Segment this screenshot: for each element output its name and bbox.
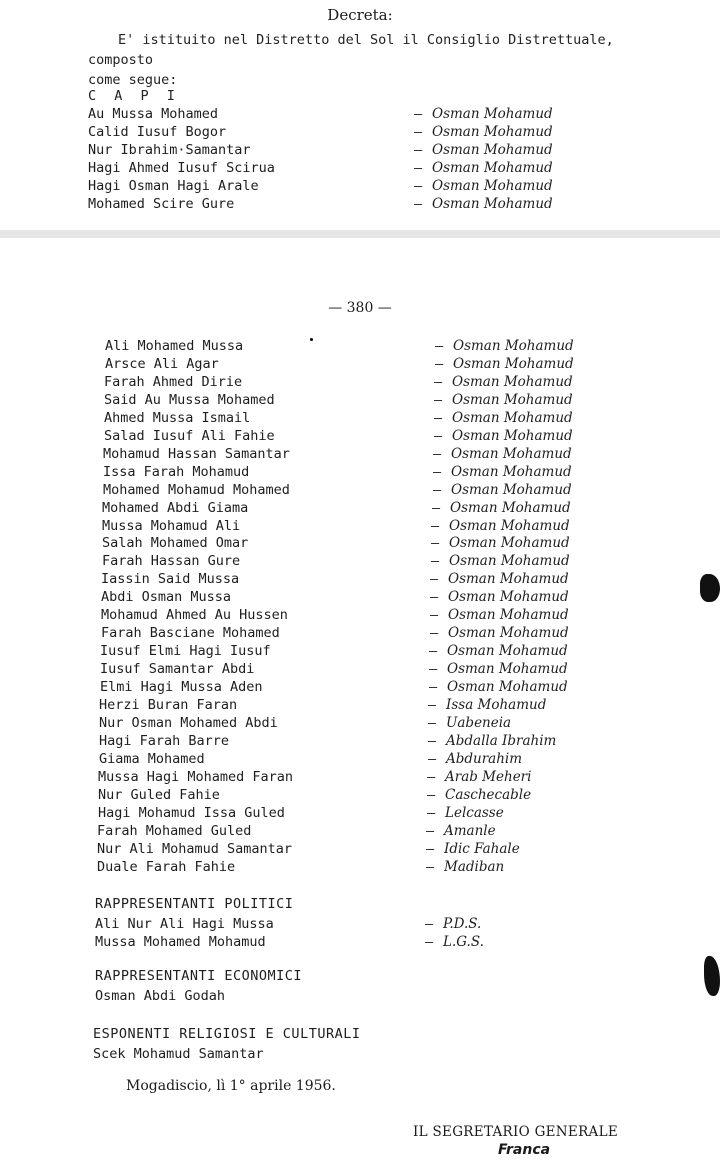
member-row: [104, 374, 720, 392]
member-name: Mussa Mohamud Ali: [102, 517, 241, 534]
member-row: [101, 607, 720, 625]
dash-separator: —: [433, 445, 442, 462]
signatory-name: Abdalla Ibrahim: [446, 732, 557, 749]
dash-separator: —: [427, 786, 436, 803]
signatory-name: Osman Mohamud: [453, 355, 574, 372]
member-row: [103, 482, 720, 500]
member-name: Nur Ali Mohamud Samantar: [97, 840, 293, 857]
signatory-name: Amanle: [444, 822, 496, 839]
signatory-name: Uabeneia: [446, 714, 512, 731]
member-row: [104, 410, 720, 428]
dash-separator: —: [429, 643, 438, 660]
intro-paragraph: [88, 30, 648, 90]
intro-line-1: E' istituito nel Distretto del Sol il Consiglio Distrettuale, composto: [88, 32, 614, 68]
member-row: [102, 500, 720, 518]
signatory-name: Osman Mohamud: [451, 445, 572, 462]
member-name: Nur Ibrahim·Samantar: [88, 142, 251, 158]
secretary-title: IL SEGRETARIO GENERALE: [413, 1124, 619, 1140]
capi-row: [88, 124, 720, 142]
dash-separator: —: [414, 160, 423, 176]
member-name: Mussa Mohamed Mohamud: [95, 934, 266, 950]
member-row: [101, 589, 720, 607]
dash-separator: —: [429, 679, 438, 696]
dash-separator: —: [430, 571, 439, 588]
member-name: Mohamed Mohamud Mohamed: [103, 481, 290, 498]
member-name: Iassin Said Mussa: [101, 571, 240, 588]
member-name: Calid Iusuf Bogor: [88, 124, 227, 140]
member-row: [97, 859, 720, 877]
dash-separator: —: [435, 355, 444, 372]
dash-separator: —: [430, 625, 439, 642]
dash-separator: —: [433, 481, 442, 498]
signatory-name: Arab Meheri: [445, 768, 532, 785]
member-name: Mohamed Abdi Giama: [102, 499, 249, 516]
signatory-name: Issa Mohamud: [446, 697, 547, 713]
ink-blot: [700, 574, 720, 602]
signatory-name: Osman Mohamud: [452, 409, 573, 426]
dash-separator: —: [434, 391, 443, 408]
member-name: Nur Osman Mohamed Abdi: [99, 714, 278, 731]
dash-separator: —: [428, 697, 437, 713]
dash-separator: —: [414, 178, 423, 194]
member-row: [97, 841, 720, 859]
member-name: Hagi Farah Barre: [99, 732, 230, 749]
dash-separator: —: [427, 768, 436, 785]
top-page-fragment: [0, 0, 720, 230]
political-row: [95, 934, 720, 952]
member-name: Herzi Buran Faran: [99, 697, 238, 713]
member-row: [101, 625, 720, 643]
signatory-name: Osman Mohamud: [449, 535, 570, 552]
decreta-heading: Decreta:: [327, 6, 393, 24]
member-name: Mohamud Hassan Samantar: [103, 445, 290, 462]
dash-separator: —: [429, 661, 438, 678]
dash-separator: —: [426, 858, 435, 875]
member-name: Duale Farah Fahie: [97, 858, 236, 875]
dash-separator: —: [428, 732, 437, 749]
signatory-name: Osman Mohamud: [448, 571, 569, 588]
member-row: [99, 697, 720, 715]
member-name: Iusuf Samantar Abdi: [100, 661, 255, 678]
dash-separator: —: [430, 607, 439, 624]
member-row: [102, 553, 720, 571]
member-row: [100, 679, 720, 697]
capi-row: [88, 106, 720, 124]
member-name: Salah Mohamed Omar: [102, 535, 249, 552]
member-row: [101, 571, 720, 589]
dash-separator: —: [428, 750, 437, 767]
signatory-name: Osman Mohamud: [452, 391, 573, 408]
member-row: [103, 446, 720, 464]
capi-heading: C A P I: [88, 88, 180, 104]
political-row: [95, 916, 720, 934]
signatory-name: Osman Mohamud: [450, 499, 571, 516]
dash-separator: —: [435, 338, 444, 354]
page-separator: [0, 230, 720, 238]
signatory-name: Osman Mohamud: [448, 607, 569, 624]
signatory-name: Osman Mohamud: [432, 106, 553, 122]
dash-separator: —: [427, 804, 436, 821]
dash-separator: —: [414, 196, 423, 212]
signatory-name: Osman Mohamud: [449, 553, 570, 570]
member-row: [104, 392, 720, 410]
ink-blot: [704, 956, 720, 996]
dash-separator: —: [431, 535, 440, 552]
dash-separator: —: [428, 714, 437, 731]
member-name: Farah Mohamed Guled: [97, 822, 252, 839]
member-name: Abdi Osman Mussa: [101, 589, 232, 606]
dash-separator: —: [425, 916, 434, 932]
member-row: [97, 823, 720, 841]
dash-separator: —: [414, 142, 423, 158]
dash-separator: —: [426, 840, 435, 857]
dash-separator: —: [431, 553, 440, 570]
dash-separator: —: [432, 499, 441, 516]
capi-row: [88, 160, 720, 178]
member-row: [105, 356, 720, 374]
dash-separator: —: [434, 409, 443, 426]
signatory-name: Caschecable: [445, 786, 532, 803]
signatory-name: Osman Mohamud: [432, 178, 553, 194]
dash-separator: —: [431, 517, 440, 534]
dash-separator: —: [414, 124, 423, 140]
capi-row: [88, 142, 720, 160]
economic-rep-name: Osman Abdi Godah: [95, 988, 226, 1004]
member-row: [98, 769, 720, 787]
member-name: Hagi Ahmed Iusuf Scirua: [88, 160, 275, 176]
signatory-name: P.D.S.: [443, 916, 482, 932]
member-name: Farah Ahmed Dirie: [104, 373, 243, 390]
signatory-name: Osman Mohamud: [432, 124, 553, 140]
member-name: Ahmed Mussa Ismail: [104, 409, 251, 426]
ink-speck: [310, 338, 313, 341]
signatory-name: Lelcasse: [445, 804, 504, 821]
member-name: Mohamed Scire Gure: [88, 196, 235, 212]
member-name: Arsce Ali Agar: [105, 355, 219, 372]
member-name: Issa Farah Mohamud: [103, 463, 250, 480]
member-name: Nur Guled Fahie: [98, 786, 220, 803]
member-row: [102, 518, 720, 536]
signatory-name: Osman Mohamud: [432, 160, 553, 176]
dash-separator: —: [425, 934, 434, 950]
signatory-name: Osman Mohamud: [452, 427, 573, 444]
member-row: [102, 535, 720, 553]
dash-separator: —: [430, 589, 439, 606]
dash-separator: —: [434, 427, 443, 444]
signatory-name: Osman Mohamud: [447, 643, 568, 660]
secretary-name: Franca: [498, 1142, 551, 1158]
member-row: [103, 464, 720, 482]
dateline: Mogadiscio, lì 1° aprile 1956.: [126, 1078, 336, 1094]
member-row: [105, 338, 720, 356]
religious-heading: ESPONENTI RELIGIOSI E CULTURALI: [93, 1026, 361, 1042]
member-row: [99, 733, 720, 751]
dash-separator: —: [433, 463, 442, 480]
member-name: Elmi Hagi Mussa Aden: [100, 679, 263, 696]
signatory-name: Osman Mohamud: [447, 661, 568, 678]
member-row: [104, 428, 720, 446]
member-name: Giama Mohamed: [99, 750, 205, 767]
signatory-name: Osman Mohamud: [432, 196, 553, 212]
member-name: Hagi Osman Hagi Arale: [88, 178, 259, 194]
member-name: Mohamud Ahmed Au Hussen: [101, 607, 288, 624]
dash-separator: —: [434, 373, 443, 390]
member-name: Au Mussa Mohamed: [88, 106, 219, 122]
signatory-name: Osman Mohamud: [448, 625, 569, 642]
member-name: Said Au Mussa Mohamed: [104, 391, 275, 408]
member-name: Ali Nur Ali Hagi Mussa: [95, 916, 274, 932]
member-row: [98, 787, 720, 805]
signatory-name: Osman Mohamud: [452, 373, 573, 390]
signatory-name: Madiban: [444, 858, 505, 875]
intro-line-2: come segue:: [88, 72, 178, 88]
member-name: Farah Basciane Mohamed: [101, 625, 280, 642]
member-name: Iusuf Elmi Hagi Iusuf: [100, 643, 271, 660]
signatory-name: Idic Fahale: [444, 840, 520, 857]
political-heading: RAPPRESENTANTI POLITICI: [95, 896, 294, 912]
member-name: Hagi Mohamud Issa Guled: [98, 804, 285, 821]
page-number: — 380 —: [328, 300, 392, 316]
signatory-name: L.G.S.: [443, 934, 484, 950]
signatory-name: Osman Mohamud: [451, 481, 572, 498]
signatory-name: Abdurahim: [446, 750, 523, 767]
capi-row: [88, 196, 720, 214]
religious-rep-name: Scek Mohamud Samantar: [93, 1046, 264, 1062]
signatory-name: Osman Mohamud: [451, 463, 572, 480]
signatory-name: Osman Mohamud: [449, 517, 570, 534]
member-row: [99, 751, 720, 769]
member-row: [100, 661, 720, 679]
member-row: [100, 643, 720, 661]
page-380: [0, 238, 720, 1170]
signatory-name: Osman Mohamud: [448, 589, 569, 606]
member-name: Farah Hassan Gure: [102, 553, 241, 570]
member-name: Salad Iusuf Ali Fahie: [104, 427, 275, 444]
member-name: Mussa Hagi Mohamed Faran: [98, 768, 294, 785]
member-row: [98, 805, 720, 823]
member-name: Ali Mohamed Mussa: [105, 338, 244, 354]
economic-heading: RAPPRESENTANTI ECONOMICI: [95, 968, 303, 984]
signatory-name: Osman Mohamud: [447, 679, 568, 696]
member-row: [99, 715, 720, 733]
signatory-name: Osman Mohamud: [432, 142, 553, 158]
dash-separator: —: [414, 106, 423, 122]
signatory-name: Osman Mohamud: [453, 338, 574, 354]
dash-separator: —: [426, 822, 435, 839]
capi-row: [88, 178, 720, 196]
